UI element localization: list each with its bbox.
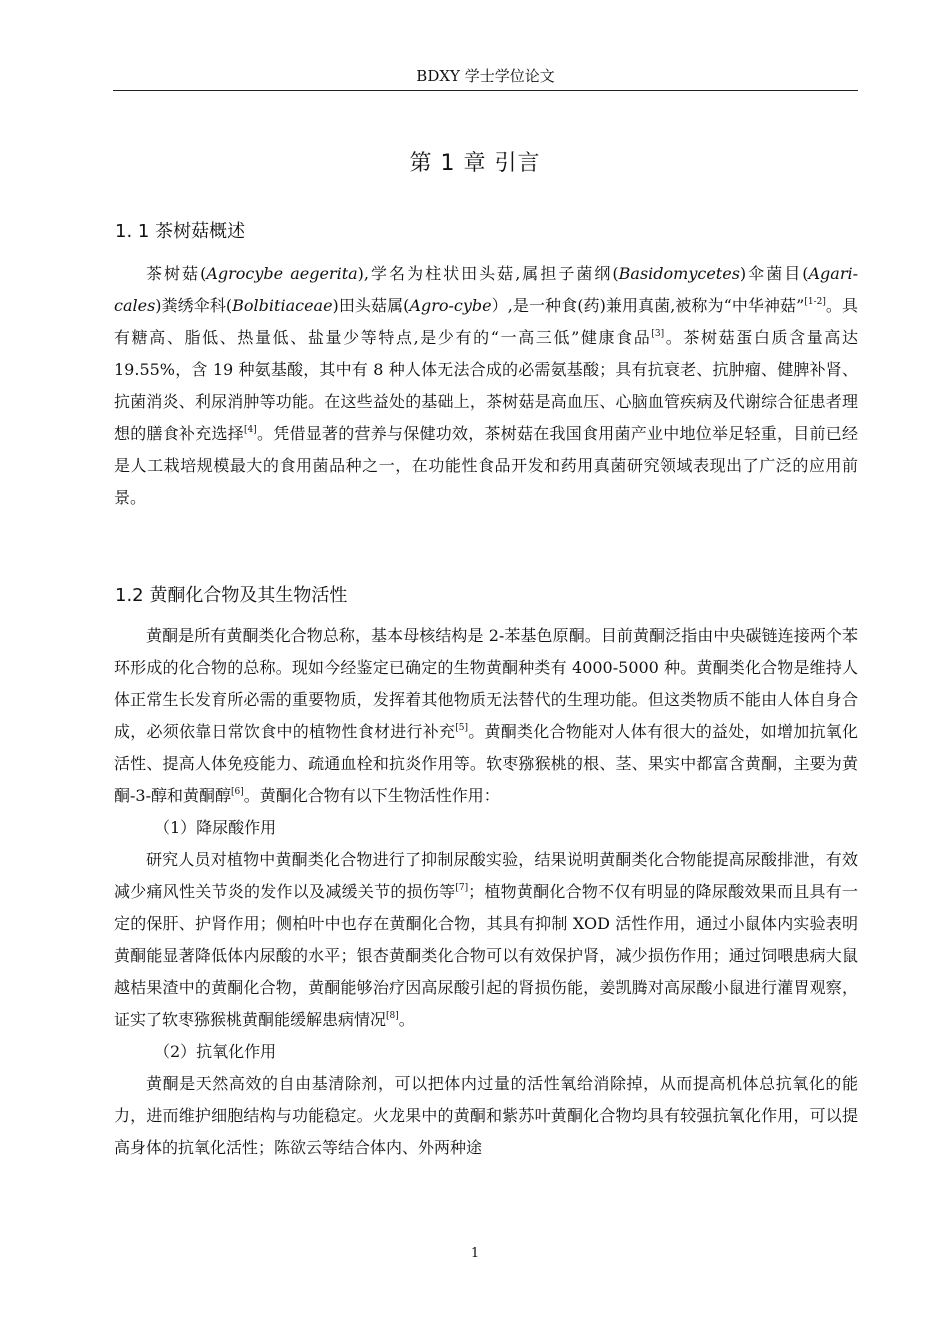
citation: [1-2] <box>804 297 826 307</box>
list-item: （1）降尿酸作用 <box>154 818 277 837</box>
citation: [5] <box>455 723 468 733</box>
citation: [3] <box>651 329 665 339</box>
paragraph: 黄酮是天然高效的自由基清除剂，可以把体内过量的活性氧给消除掉，从而提高机体总抗氧化的能力，进而维护细胞结构与功能稳定。火龙果中的黄酮和紫苏叶黄酮化合物均具有较强抗氧化作用，可以提高身体的抗氧化活性；陈欲云等结合体内、外两种途 <box>114 1074 858 1157</box>
running-header: BDXY 学士学位论文 <box>113 62 858 91</box>
page-number: 1 <box>470 1246 480 1261</box>
citation: [7] <box>455 883 469 893</box>
paragraph: 研究人员对植物中黄酮类化合物进行了抑制尿酸实验，结果说明黄酮类化合物能提高尿酸排泄，有效减少痛风性关节炎的发作以及减缓关节的损伤等[7]；植物黄酮化合物不仅有明显的降尿酸效果而且具有一定的保肝、护肾作用；侧柏叶中也存在黄酮化合物，其具有抑制 XOD 活性作用，通过小鼠体内实验表明黄酮能显著降低体内尿酸的水平；银杏黄酮类化合物可以有效保护肾，减少损伤作用；通过饲喂患病大鼠越桔果渣中的黄酮化合物，黄酮能够治疗因高尿酸引起的肾损伤能，姜凯腾对高尿酸小鼠进行灌胃观察，证实了软枣猕猴桃黄酮能缓解患病情况[8]。 <box>114 850 858 1029</box>
section-heading-1-2: 1.2 黄酮化合物及其生物活性 <box>115 585 348 606</box>
section-1-1-body <box>114 258 858 514</box>
paragraph: 黄酮是所有黄酮类化合物总称，基本母核结构是 2-苯基色原酮。目前黄酮泛指由中央碳链连接两个苯环形成的化合物的总称。现如今经鉴定已确定的生物黄酮种类有 4000-5000 种。黄酮类化合物是维持人体正常生长发育所必需的重要物质，发挥着其他物质无法替代的生理功能。但这类物质不能由人体自身合成，必须依靠日常饮食中的植物性食材进行补充[5]。黄酮类化合物能对人体有很大的益处，如增加抗氧化活性、提高人体免疫能力、疏通血栓和抗炎作用等。软枣猕猴桃的根、茎、果实中都富含黄酮，主要为黄酮-3-醇和黄酮醇[6]。黄酮化合物有以下生物活性作用： <box>114 626 858 805</box>
section-heading-1-1: 1. 1 茶树菇概述 <box>115 221 246 242</box>
citation: [8] <box>386 1011 399 1021</box>
citation: [6] <box>231 787 244 797</box>
chapter-title: 第 1 章 引言 <box>409 151 541 176</box>
paragraph: 茶树菇(Agrocybe aegerita),学名为柱状田头菇,属担子菌纲(Basidomycetes)伞菌目(Agari-cales)粪绣伞科(Bolbitiaceae)田头菇属(Agro-cybe）,是一种食(药)兼用真菌,被称为“中华神菇”[1-2]。具有糖高、脂低、热量低、盐量少等特点,是少有的“一高三低”健康食品[3]。茶树菇蛋白质含量高达 19.55%，含 19 种氨基酸，其中有 8 种人体无法合成的必需氨基酸；具有抗衰老、抗肿瘤、健脾补肾、抗菌消炎、利尿消肿等功能。在这些益处的基础上，茶树菇是高血压、心脑血管疾病及代谢综合征患者理想的膳食补充选择[4]。凭借显著的营养与保健功效，茶树菇在我国食用菌产业中地位举足轻重，目前已经是人工栽培规模最大的食用菌品种之一，在功能性食品开发和药用真菌研究领域表现出了广泛的应用前景。 <box>114 264 858 507</box>
section-1-2-body <box>114 620 858 1164</box>
list-item: （2）抗氧化作用 <box>154 1042 277 1061</box>
citation: [4] <box>244 425 257 435</box>
